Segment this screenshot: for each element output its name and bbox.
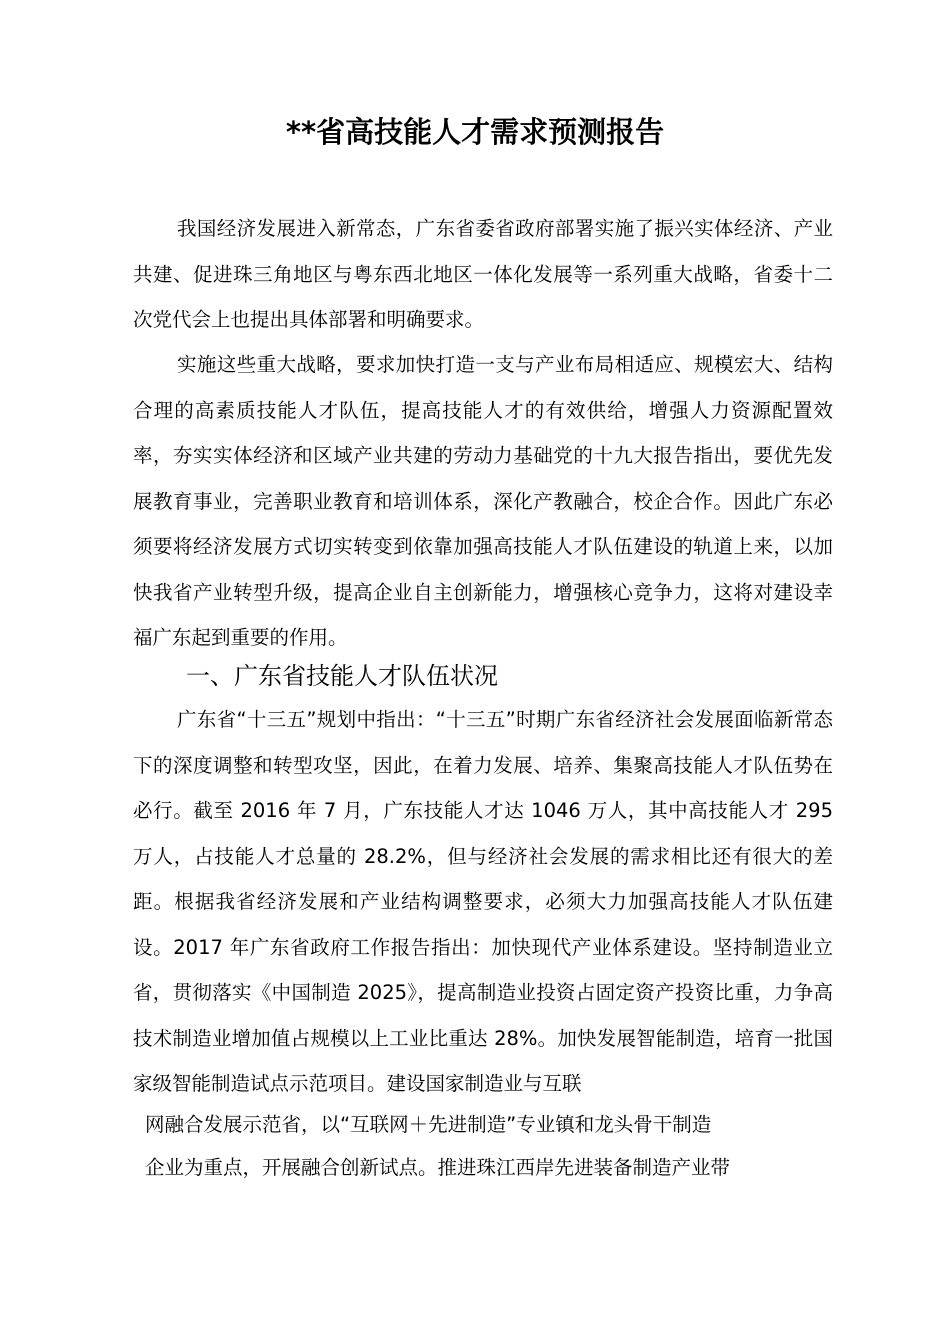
continuation-line: 网融合发展示范省，以“互联网＋先进制造”专业镇和龙头骨干制造 (145, 1113, 712, 1136)
section-heading: 一、广东省技能人才队伍状况 (186, 662, 498, 690)
section-paragraph: 广东省“十三五”规划中指出：“十三五”时期广东省经济社会发展面临新常态下的深度调整和转型攻坚，因此，在着力发展、培养、集聚高技能人才队伍势在必行。截至 2016 年 7 月，广东技能人才达 1046 万人，其中高技能人才 295 万人，占技能人才总量的 28.2%，但与经济社会发展的需求相比还有很大的差距。根据我省经济发展和产业结构调整要求，必须大力加强高技能人才队伍建设。2017 年广东省政府工作报告指出：加快现代产业体系建设。坚持制造业立省，贯彻落实《中国制造 2025》，提高制造业投资占固定资产投资比重，力争高技术制造业增加值占规模以上工业比重达 28%。加快发展智能制造，培育一批国家级智能制造试点示范项目。建设国家制造业与互联 (133, 708, 833, 1095)
continuation-line: 企业为重点，开展融合创新试点。推进珠江西岸先进装备制造产业带 (145, 1156, 731, 1179)
strategy-paragraph: 实施这些重大战略，要求加快打造一支与产业布局相适应、规模宏大、结构合理的高素质技能人才队伍，提高技能人才的有效供给，增强人力资源配置效率，夯实实体经济和区域产业共建的劳动力基础党的十九大报告指出，要优先发展教育事业，完善职业教育和培训体系，深化产教融合，校企合作。因此广东必须要将经济发展方式切实转变到依靠加强高技能人才队伍建设的轨道上来，以加快我省产业转型升级，提高企业自主创新能力，增强核心竞争力，这将对建设幸福广东起到重要的作用。 (133, 353, 833, 649)
intro-paragraph: 我国经济发展进入新常态，广东省委省政府部署实施了振兴实体经济、产业共建、促进珠三角地区与粤东西北地区一体化发展等一系列重大战略，省委十二次党代会上也提出具体部署和明确要求。 (133, 217, 833, 331)
document-title: **省高技能人才需求预测报告 (285, 115, 665, 149)
